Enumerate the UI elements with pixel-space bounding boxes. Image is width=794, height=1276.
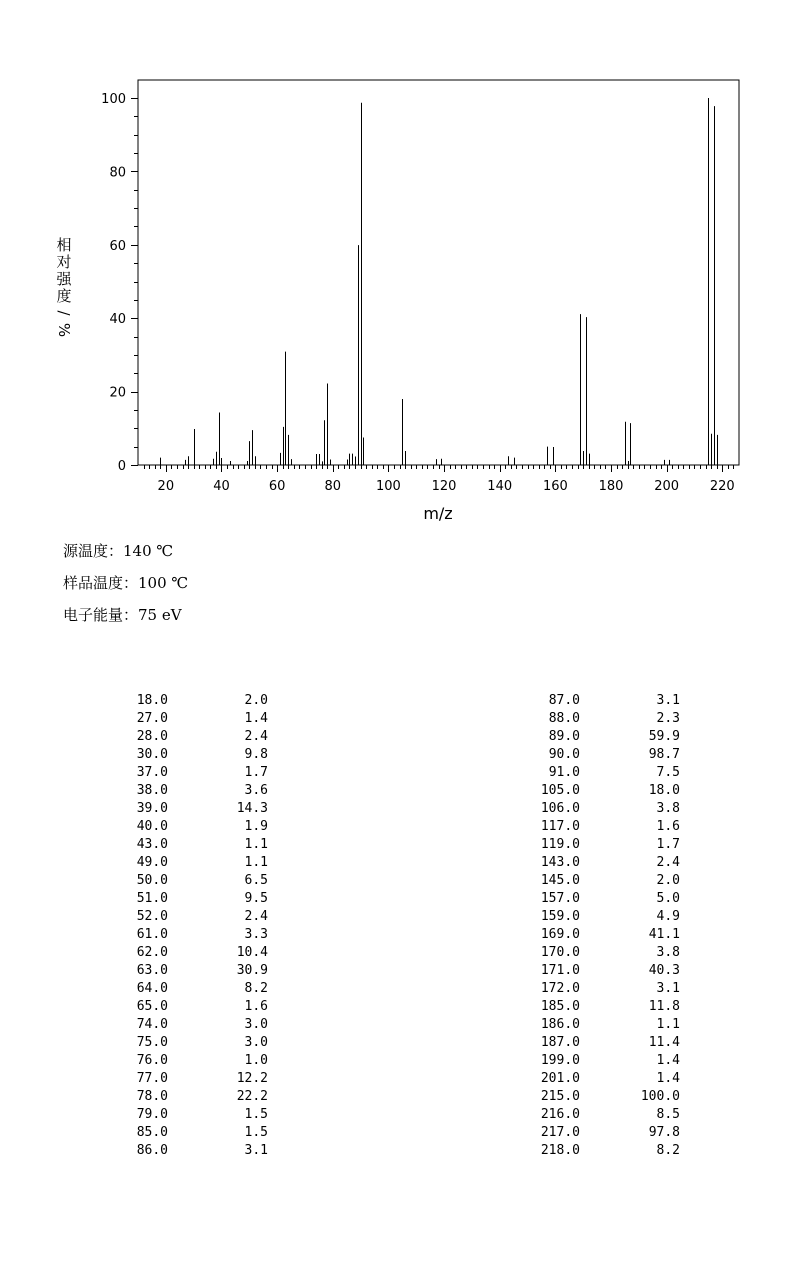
mz-value: 76.0 <box>136 1053 168 1068</box>
intensity-value: 3.8 <box>656 801 680 816</box>
intensity-value: 3.1 <box>656 981 680 996</box>
y-tick-label: 20 <box>109 385 126 401</box>
x-tick-label: 120 <box>431 479 457 494</box>
mz-value: 105.0 <box>540 783 580 798</box>
intensity-value: 1.4 <box>656 1053 680 1068</box>
intensity-value: 3.0 <box>244 1035 268 1050</box>
mz-value: 218.0 <box>540 1143 580 1158</box>
mz-value: 75.0 <box>136 1035 168 1050</box>
y-axis <box>101 92 138 474</box>
intensity-value: 30.9 <box>236 963 268 978</box>
mz-value: 117.0 <box>540 819 580 834</box>
mz-value: 65.0 <box>136 999 168 1014</box>
intensity-value: 12.2 <box>236 1071 268 1086</box>
mass-spectrum-chart <box>0 0 794 540</box>
mz-value: 43.0 <box>136 837 168 852</box>
intensity-value: 3.8 <box>656 945 680 960</box>
intensity-value: 7.5 <box>656 765 680 780</box>
mz-value: 18.0 <box>136 693 168 708</box>
mz-value: 91.0 <box>548 765 580 780</box>
mz-value: 169.0 <box>540 927 580 942</box>
mz-value: 171.0 <box>540 963 580 978</box>
y-tick-label: 100 <box>101 92 126 107</box>
mz-value: 78.0 <box>136 1089 168 1104</box>
mz-value: 27.0 <box>136 711 168 726</box>
intensity-value: 2.4 <box>244 729 268 744</box>
mz-value: 38.0 <box>136 783 168 798</box>
x-axis <box>145 465 735 494</box>
intensity-value: 100.0 <box>640 1089 680 1104</box>
intensity-value: 14.3 <box>236 801 268 816</box>
mz-value: 172.0 <box>540 981 580 996</box>
intensity-value: 98.7 <box>648 747 680 762</box>
intensity-value: 1.0 <box>244 1053 268 1068</box>
intensity-value: 1.7 <box>244 765 268 780</box>
mz-value: 157.0 <box>540 891 580 906</box>
intensity-value: 8.2 <box>656 1143 680 1158</box>
intensity-value: 1.1 <box>656 1017 680 1032</box>
mz-value: 159.0 <box>540 909 580 924</box>
intensity-value: 10.4 <box>236 945 268 960</box>
mz-value: 79.0 <box>136 1107 168 1122</box>
mz-value: 61.0 <box>136 927 168 942</box>
intensity-value: 11.8 <box>648 999 680 1014</box>
mz-value: 88.0 <box>548 711 580 726</box>
electron-energy: 电子能量：75 eV <box>63 606 182 624</box>
intensity-value: 9.5 <box>244 891 268 906</box>
intensity-value: 2.3 <box>656 711 680 726</box>
intensity-value: 1.5 <box>244 1125 268 1140</box>
mz-value: 85.0 <box>136 1125 168 1140</box>
y-axis-label-char: 度 <box>56 287 72 305</box>
intensity-value: 11.4 <box>648 1035 680 1050</box>
mz-value: 216.0 <box>540 1107 580 1122</box>
intensity-value: 59.9 <box>648 729 680 744</box>
plot-frame <box>138 80 739 465</box>
intensity-value: 41.1 <box>648 927 680 942</box>
intensity-value: 18.0 <box>648 783 680 798</box>
x-axis-label: m/z <box>423 504 453 523</box>
mz-value: 89.0 <box>548 729 580 744</box>
intensity-value: 9.8 <box>244 747 268 762</box>
intensity-value: 1.1 <box>244 837 268 852</box>
intensity-value: 40.3 <box>648 963 680 978</box>
y-axis-label-char: 强 <box>56 270 72 288</box>
intensity-value: 3.3 <box>244 927 268 942</box>
intensity-value: 97.8 <box>648 1125 680 1140</box>
mz-value: 143.0 <box>540 855 580 870</box>
x-tick-label: 180 <box>598 479 624 494</box>
y-tick-label: 80 <box>109 165 126 181</box>
intensity-value: 3.0 <box>244 1017 268 1032</box>
y-tick-label: 0 <box>117 459 126 474</box>
intensity-value: 2.0 <box>656 873 680 888</box>
peaks-group <box>161 98 718 465</box>
mz-value: 87.0 <box>548 693 580 708</box>
mz-value: 199.0 <box>540 1053 580 1068</box>
mz-value: 37.0 <box>136 765 168 780</box>
mz-value: 52.0 <box>136 909 168 924</box>
mz-value: 145.0 <box>540 873 580 888</box>
mz-value: 187.0 <box>540 1035 580 1050</box>
mz-value: 90.0 <box>548 747 580 762</box>
intensity-value: 1.6 <box>656 819 680 834</box>
x-tick-label: 200 <box>654 479 680 494</box>
mz-value: 86.0 <box>136 1143 168 1158</box>
intensity-value: 22.2 <box>236 1089 268 1104</box>
intensity-value: 6.5 <box>244 873 268 888</box>
mz-value: 185.0 <box>540 999 580 1014</box>
sample-temperature: 样品温度：100 ℃ <box>63 574 189 592</box>
mz-value: 39.0 <box>136 801 168 816</box>
mz-value: 170.0 <box>540 945 580 960</box>
intensity-value: 1.5 <box>244 1107 268 1122</box>
mz-value: 40.0 <box>136 819 168 834</box>
mz-value: 74.0 <box>136 1017 168 1032</box>
intensity-value: 2.4 <box>244 909 268 924</box>
intensity-value: 1.9 <box>244 819 268 834</box>
y-axis-label-char: % <box>55 322 73 338</box>
mz-value: 50.0 <box>136 873 168 888</box>
mz-value: 215.0 <box>540 1089 580 1104</box>
intensity-value: 5.0 <box>656 891 680 906</box>
intensity-value: 1.1 <box>244 855 268 870</box>
x-tick-label: 80 <box>324 479 342 494</box>
intensity-value: 1.4 <box>244 711 268 726</box>
intensity-value: 1.6 <box>244 999 268 1014</box>
x-tick-label: 100 <box>376 479 401 494</box>
intensity-value: 2.4 <box>656 855 680 870</box>
intensity-value: 8.5 <box>656 1107 680 1122</box>
y-axis-label-char: / <box>55 310 73 316</box>
intensity-value: 8.2 <box>244 981 268 996</box>
mz-value: 77.0 <box>136 1071 168 1086</box>
intensity-value: 3.1 <box>656 693 680 708</box>
x-tick-label: 40 <box>213 479 230 494</box>
mz-value: 186.0 <box>540 1017 580 1032</box>
mz-value: 119.0 <box>540 837 580 852</box>
intensity-value: 1.7 <box>656 837 680 852</box>
mz-value: 62.0 <box>136 945 168 960</box>
mz-value: 64.0 <box>136 981 168 996</box>
intensity-value: 3.6 <box>244 783 268 798</box>
x-tick-label: 60 <box>268 479 286 494</box>
y-tick-label: 40 <box>109 312 126 328</box>
y-axis-label-char: 相 <box>56 236 72 254</box>
x-tick-label: 220 <box>709 479 735 494</box>
y-axis-label <box>55 236 73 337</box>
intensity-value: 1.4 <box>656 1071 680 1086</box>
mz-value: 49.0 <box>136 855 168 870</box>
mz-value: 28.0 <box>136 729 168 744</box>
y-tick-label: 60 <box>109 238 126 254</box>
mz-value: 217.0 <box>540 1125 580 1140</box>
mz-value: 30.0 <box>136 747 168 762</box>
intensity-value: 3.1 <box>244 1143 268 1158</box>
mz-value: 63.0 <box>136 963 168 978</box>
mz-value: 201.0 <box>540 1071 580 1086</box>
mz-value: 106.0 <box>540 801 580 816</box>
mz-value: 51.0 <box>136 891 168 906</box>
intensity-value: 2.0 <box>244 693 268 708</box>
x-tick-label: 160 <box>542 479 568 494</box>
intensity-value: 4.9 <box>656 909 680 924</box>
y-axis-label-char: 对 <box>56 253 72 271</box>
x-tick-label: 140 <box>487 479 513 494</box>
source-temperature: 源温度：140 ℃ <box>63 542 174 560</box>
x-tick-label: 20 <box>157 479 175 494</box>
